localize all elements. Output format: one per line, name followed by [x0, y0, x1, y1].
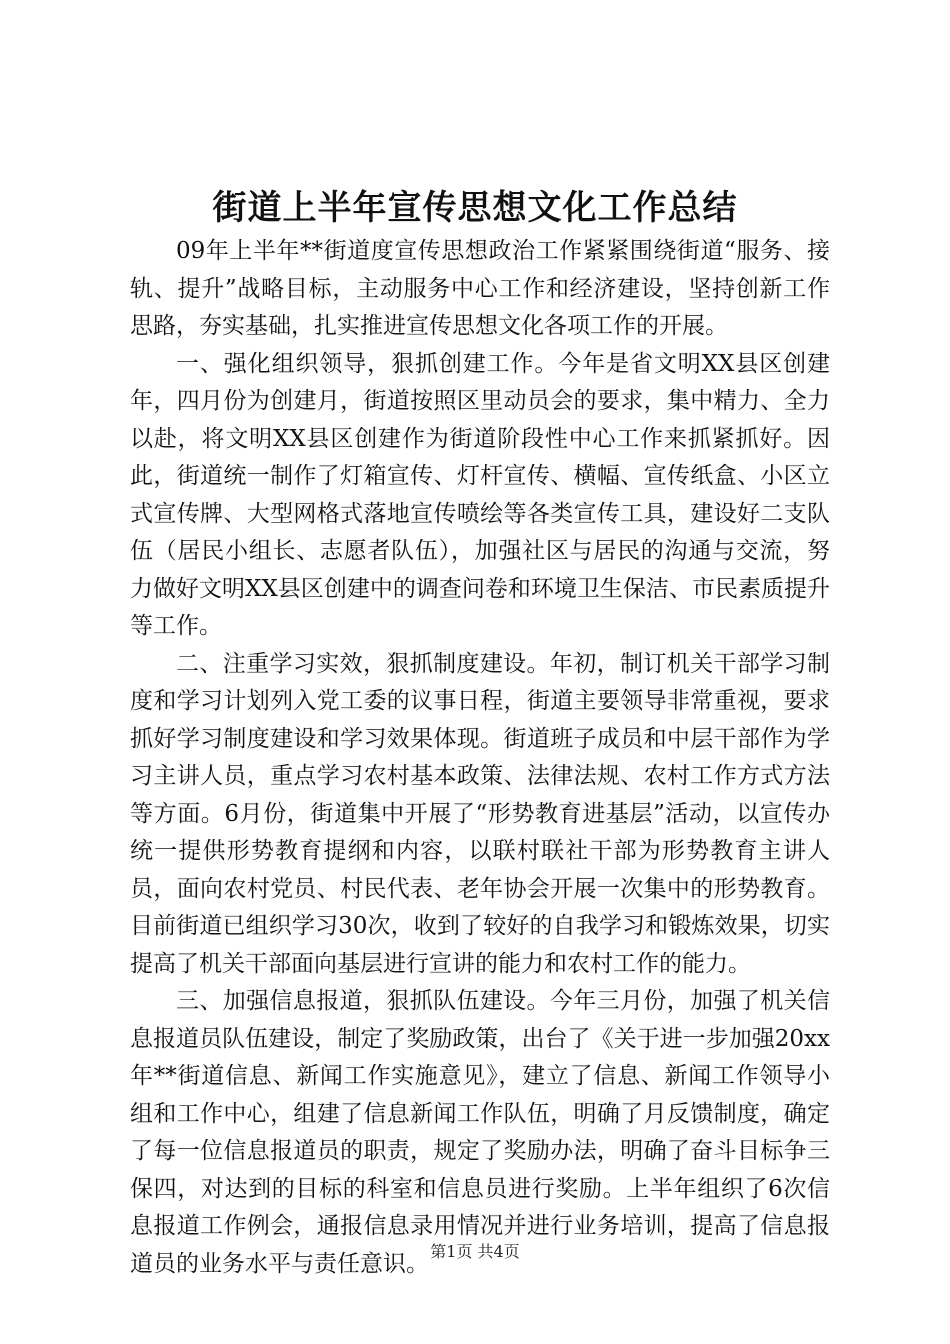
paragraph-section-1: 一、强化组织领导，狠抓创建工作。今年是省文明XX县区创建年，四月份为创建月，街道按照区里动员会的要求，集中精力、全力以赴，将文明XX县区创建作为街道阶段性中心工作来抓紧抓好。因此，街道统一制作了灯箱宣传、灯杆宣传、横幅、宣传纸盒、小区立式宣传牌、大型网格式落地宣传喷绘等各类宣传工具，建设好二支队伍（居民小组长、志愿者队伍），加强社区与居民的沟通与交流，努力做好文明XX县区创建中的调查问卷和环境卫生保洁、市民素质提升等工作。: [130, 350, 830, 639]
document-body: [130, 233, 830, 1283]
document-title: 街道上半年宣传思想文化工作总结: [212, 188, 738, 228]
paragraph-intro: 09年上半年**街道度宣传思想政治工作紧紧围绕街道“服务、接轨、提升”战略目标，主动服务中心工作和经济建设，坚持创新工作思路，夯实基础，扎实推进宣传思想文化各项工作的开展。: [130, 238, 830, 339]
paragraph-section-3: 三、加强信息报道，狠抓队伍建设。今年三月份，加强了机关信息报道员队伍建设，制定了奖励政策，出台了《关于进一步加强20xx年**街道信息、新闻工作实施意见》，建立了信息、新闻工作领导小组和工作中心，组建了信息新闻工作队伍，明确了月反馈制度，确定了每一位信息报道员的职责，规定了奖励办法，明确了奋斗目标争三保四，对达到的目标的科室和信息员进行奖励。上半年组织了6次信息报道工作例会，通报信息录用情况并进行业务培训，提高了信息报道员的业务水平与责任意识。: [130, 988, 830, 1277]
paragraph-section-2: 二、注重学习实效，狠抓制度建设。年初，制订机关干部学习制度和学习计划列入党工委的议事日程，街道主要领导非常重视，要求抓好学习制度建设和学习效果体现。街道班子成员和中层干部作为学习主讲人员，重点学习农村基本政策、法律法规、农村工作方式方法等方面。6月份，街道集中开展了“形势教育进基层”活动，以宣传办统一提供形势教育提纲和内容，以联村联社干部为形势教育主讲人员，面向农村党员、村民代表、老年协会开展一次集中的形势教育。目前街道已组织学习30次，收到了较好的自我学习和锻炼效果，切实提高了机关干部面向基层进行宣讲的能力和农村工作的能力。: [130, 650, 830, 977]
page-number-footer: 第1页 共4页: [430, 1242, 520, 1261]
